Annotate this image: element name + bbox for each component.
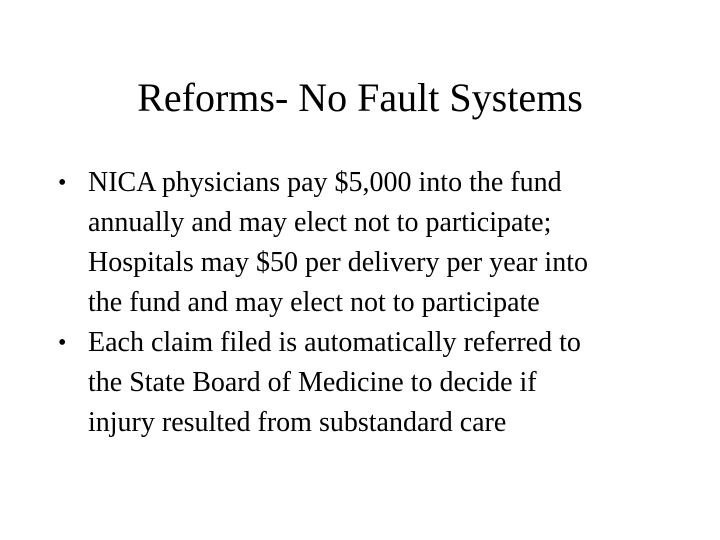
- bullet-dot-icon: •: [58, 170, 67, 196]
- bullet-text-line: NICA physicians pay $5,000 into the fund: [88, 167, 562, 198]
- bullet-item-nica-payment: [54, 163, 694, 323]
- bullet-text-line: the State Board of Medicine to decide if: [88, 367, 537, 398]
- bullet-list: [54, 163, 694, 443]
- bullet-text-line: the fund and may elect not to participate: [88, 287, 540, 318]
- bullet-text-line: Hospitals may $50 per delivery per year into: [88, 247, 588, 278]
- bullet-text-line: injury resulted from substandard care: [88, 407, 507, 438]
- bullet-item-claim-referral: [54, 323, 694, 443]
- bullet-dot-icon: •: [58, 330, 67, 356]
- bullet-text-line: Each claim filed is automatically referred to: [88, 327, 581, 358]
- bullet-text-line: annually and may elect not to participate;: [88, 207, 552, 238]
- slide-title: Reforms- No Fault Systems: [137, 75, 583, 120]
